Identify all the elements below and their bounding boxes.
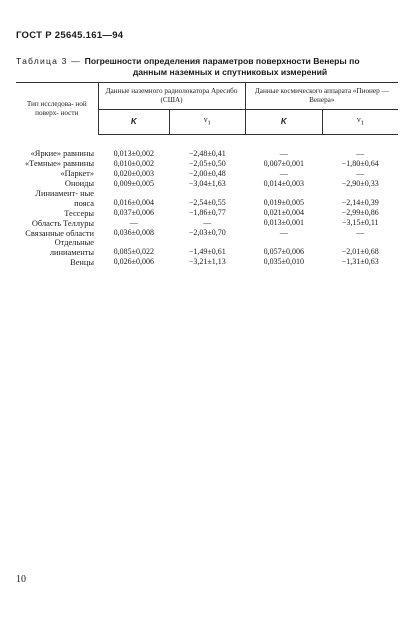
nu-space-value: −2,90±0,33 [341, 179, 379, 188]
k-space-value: 0,013±0,001 [263, 218, 304, 228]
k-space-value: 0,021±0,004 [263, 208, 304, 218]
nu-ground-value: −2,05±0,50 [188, 159, 226, 168]
k-space-value: 0,019±0,005 [263, 198, 304, 208]
nu-space-value: −2,01±0,68 [341, 247, 379, 257]
surface-type-name: Линиамент- ные пояса [35, 189, 95, 208]
nu-space-value: −2,14±0,39 [341, 198, 379, 208]
nu-space-value: −1,80±0,64 [341, 159, 379, 168]
nu-subscript: 1 [207, 119, 211, 127]
surface-type-name: «Паркет» [60, 169, 95, 179]
nu-space-value: −1,31±0,63 [341, 257, 379, 267]
nu-ground-value: −2,03±0,70 [188, 228, 226, 238]
nu-ground-value: −1,86±0,77 [188, 208, 226, 218]
k-symbol: K [280, 117, 287, 126]
table-caption-title-line2: данным наземных и спутниковых измерений [132, 67, 328, 77]
k-ground-value: 0,016±0,004 [113, 198, 154, 208]
table-caption-lead: Таблица 3 — [16, 56, 85, 66]
page-number: 10 [16, 574, 26, 585]
surface-type-name: «Яркие» равнины [30, 149, 95, 159]
k-space-value: 0,057±0,006 [263, 247, 304, 257]
table-row [16, 208, 398, 218]
nu-ground-value: — [203, 218, 212, 228]
nu-space-value: — [356, 169, 365, 178]
nu-ground-value: −2,00±0,48 [188, 169, 226, 178]
table-row [16, 169, 398, 179]
surface-type-name: Отдельные линиаменты [49, 238, 95, 257]
nu-ground-value: −2,54±0,55 [188, 198, 226, 208]
surface-type-name: Оноиды [64, 179, 95, 189]
nu-ground-value: −3,21±1,13 [188, 257, 226, 267]
error-table [16, 82, 398, 267]
nu-ground-value: −1,49±0,61 [188, 247, 226, 257]
k-ground-value: 0,013±0,002 [113, 149, 154, 158]
k-ground-value: 0,020±0,003 [113, 169, 154, 178]
table-row [16, 257, 398, 267]
table-row [16, 179, 398, 189]
nu-symbol: ν [357, 115, 361, 125]
table-row [16, 238, 398, 257]
column-group-spacecraft: Данные космического аппарата «Пионер — Венера» [245, 83, 398, 110]
k-ground-value: — [129, 218, 138, 228]
surface-type-name: Область Теллуры [31, 218, 95, 228]
table-row [16, 159, 398, 169]
table-row [16, 218, 398, 228]
nu-space-value: −2,99±0,86 [341, 208, 379, 218]
surface-type-name: Тессеры [64, 208, 95, 218]
k-space-value: 0,014±0,003 [263, 179, 304, 188]
table-row [16, 189, 398, 208]
surface-type-name: Венцы [70, 257, 95, 267]
table-caption [16, 56, 396, 78]
column-header-k-space [245, 110, 322, 135]
column-header-nu-ground [170, 110, 245, 135]
k-ground-value: 0,026±0,006 [113, 257, 154, 267]
column-header-k-ground [98, 110, 170, 135]
nu-symbol: ν [203, 115, 208, 125]
surface-type-name: Связанные области [25, 228, 95, 238]
k-space-value: — [279, 228, 288, 238]
k-space-value: 0,035±0,010 [263, 257, 304, 267]
nu-space-value: −3,15±0,11 [341, 218, 379, 228]
nu-ground-value: −3,04±1,63 [188, 179, 226, 188]
k-ground-value: 0,037±0,006 [113, 208, 154, 218]
document-header: ГОСТ Р 25645.161—94 [16, 30, 124, 41]
table-row [16, 228, 398, 238]
column-header-surface-type: Тип исследова- ной поверх- ности [16, 83, 98, 135]
k-space-value: 0,007±0,001 [263, 159, 304, 168]
k-space-value: — [279, 149, 288, 158]
surface-type-name: «Темные» равнины [24, 159, 95, 169]
k-ground-value: 0,036±0,008 [113, 228, 154, 238]
nu-subscript: 1 [360, 119, 364, 127]
k-ground-value: 0,085±0,022 [113, 247, 154, 257]
k-space-value: — [279, 169, 288, 178]
nu-space-value: — [356, 228, 365, 238]
table-row [16, 135, 398, 160]
column-header-nu-space [323, 110, 399, 135]
k-ground-value: 0,009±0,005 [113, 179, 154, 188]
k-symbol: K [130, 117, 137, 126]
nu-ground-value: −2,48±0,41 [188, 149, 226, 158]
nu-space-value: — [356, 149, 365, 158]
k-ground-value: 0,010±0,002 [113, 159, 154, 168]
table-caption-title-line1: Погрешности определения параметров поверхности Венеры по [84, 56, 360, 66]
column-group-ground-radar: Данные наземного радиолокатора Аресибо (США) [98, 83, 245, 110]
